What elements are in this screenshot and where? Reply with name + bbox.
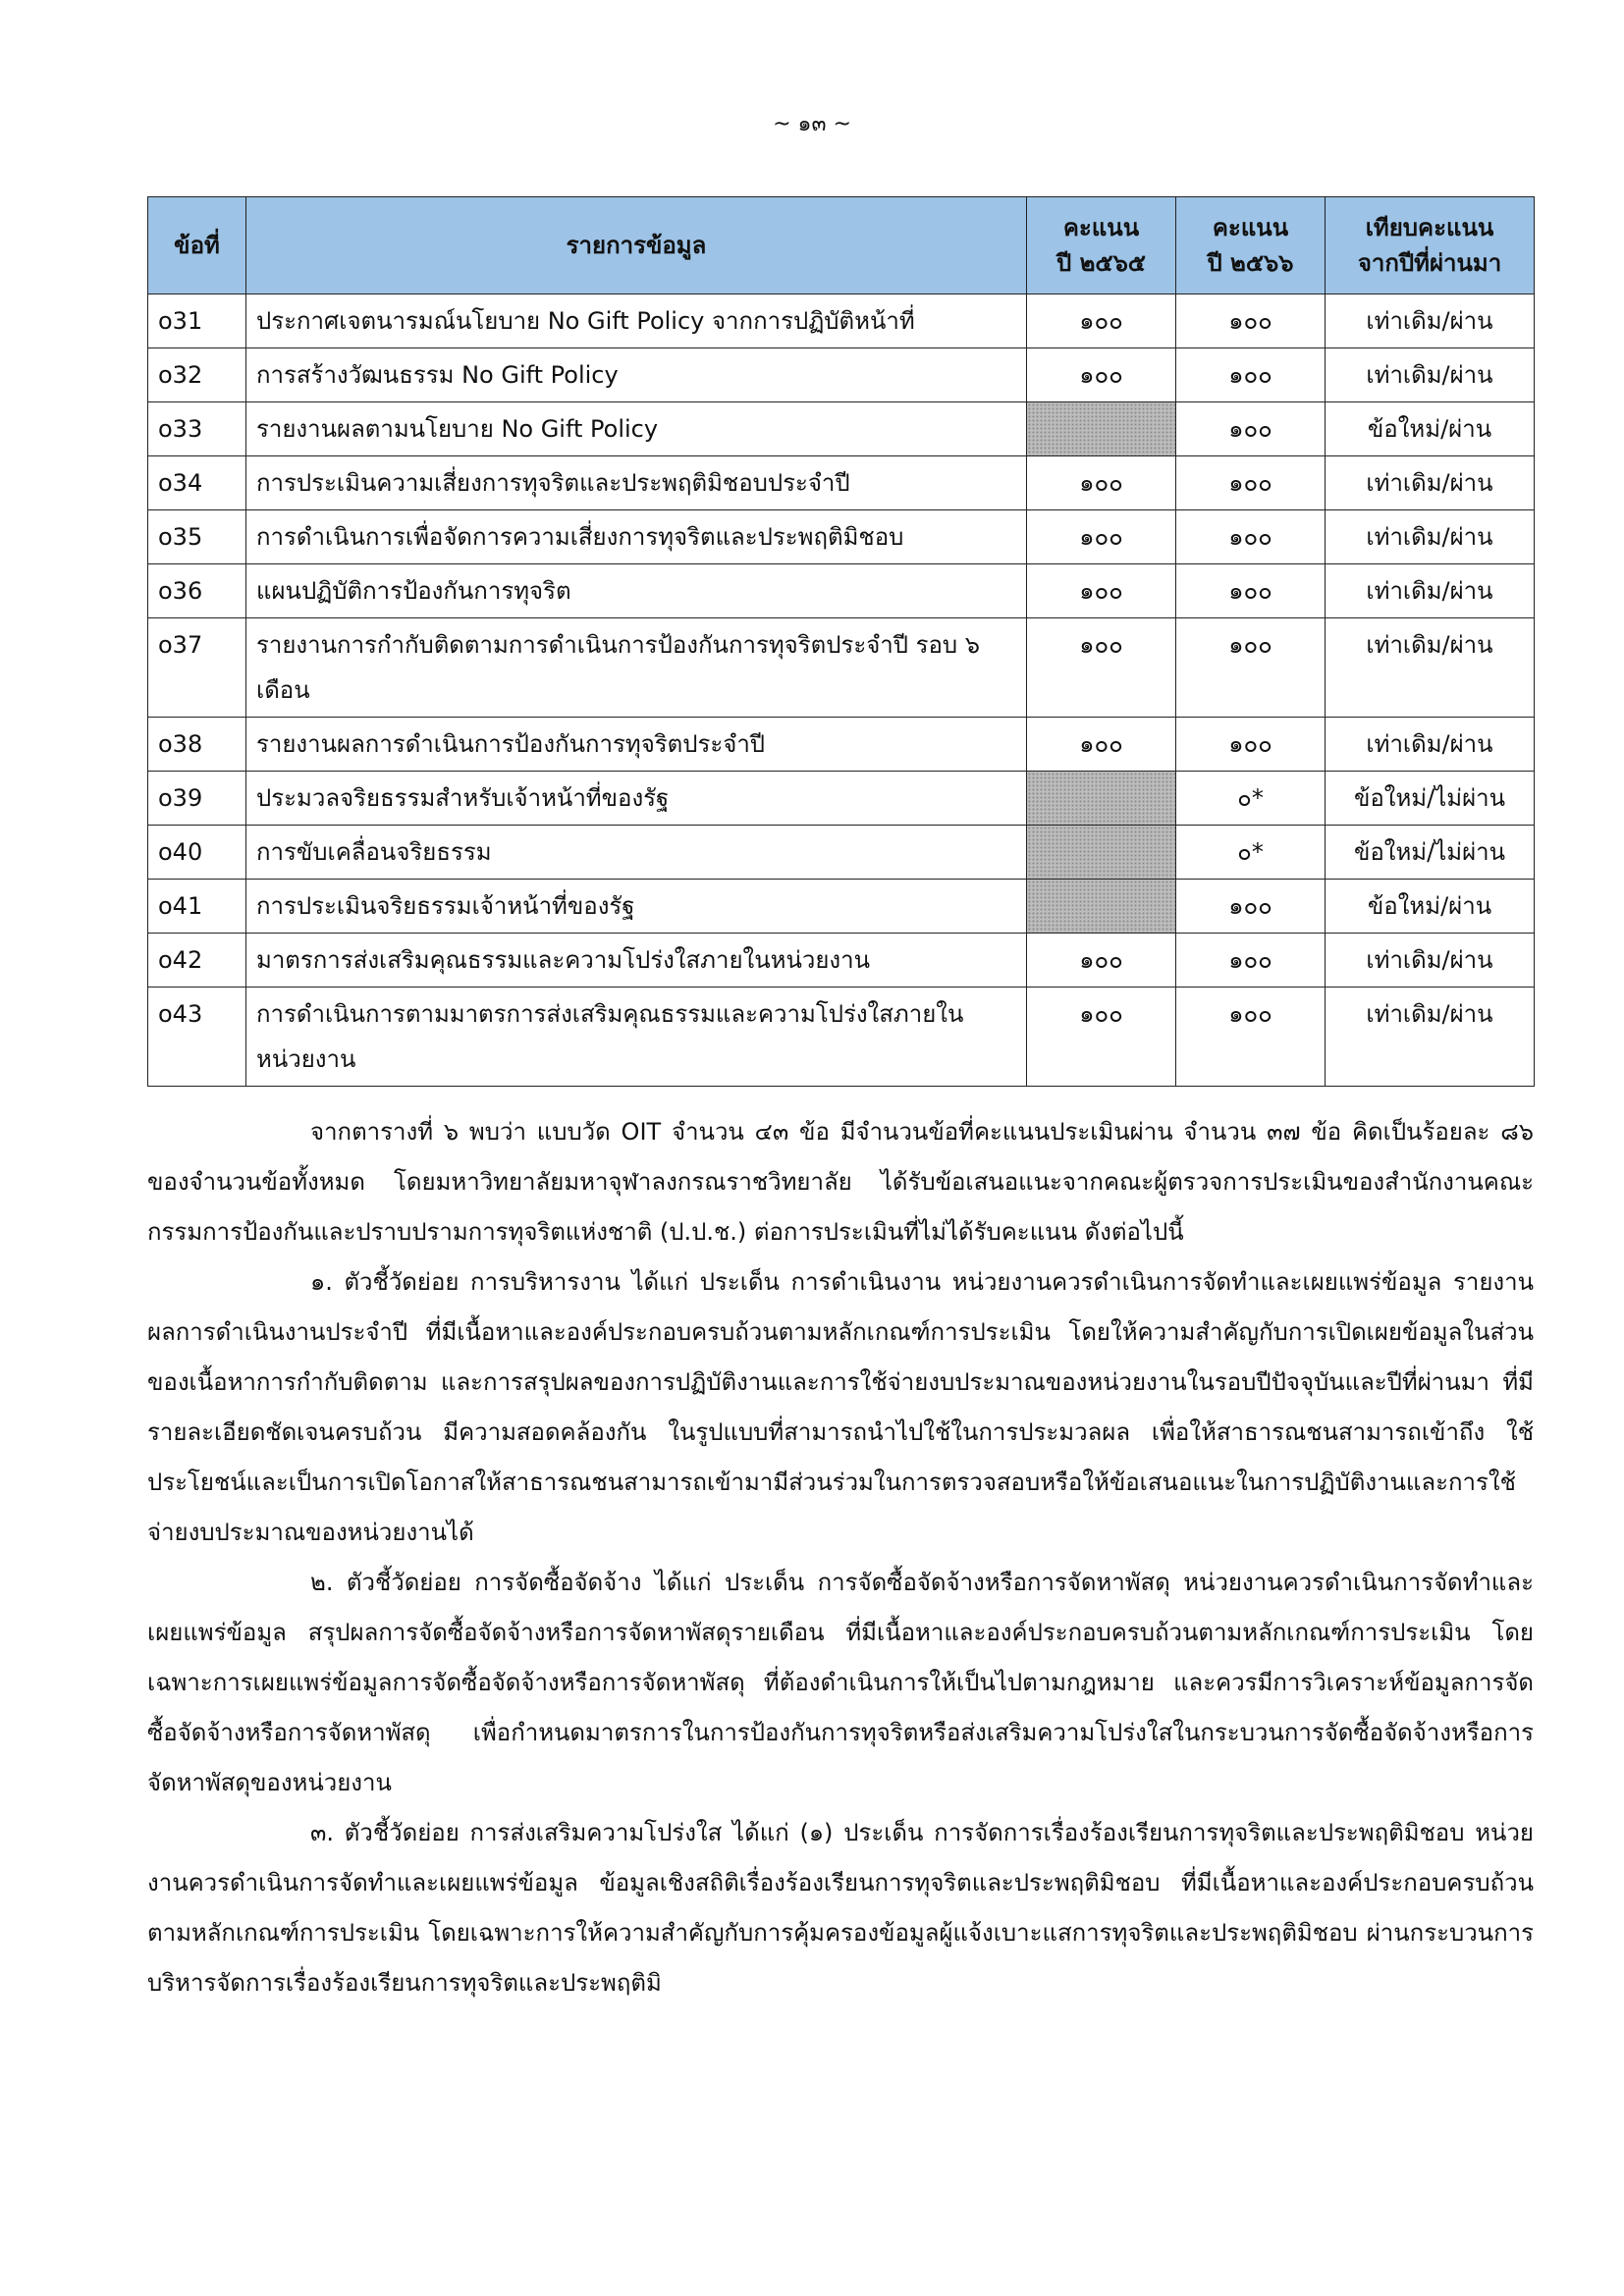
cell-code: o39 (148, 772, 246, 826)
cell-compare: เท่าเดิม/ผ่าน (1326, 294, 1535, 348)
cell-item: ประมวลจริยธรรมสำหรับเจ้าหน้าที่ของรัฐ (246, 772, 1027, 826)
cell-compare: เท่าเดิม/ผ่าน (1326, 988, 1535, 1087)
table-row (148, 348, 1535, 402)
table-row (148, 988, 1535, 1087)
table-row (148, 510, 1535, 564)
cell-score-2566: ๑๐๐ (1176, 456, 1326, 510)
cell-compare: เท่าเดิม/ผ่าน (1326, 348, 1535, 402)
header-score-2566-line2: ปี ๒๕๖๖ (1207, 249, 1294, 277)
cell-code: o33 (148, 402, 246, 456)
table-body (148, 294, 1535, 1087)
header-compare-line1: เทียบคะแนน (1365, 214, 1494, 241)
table-row (148, 718, 1535, 772)
cell-score-2565: ๑๐๐ (1027, 510, 1176, 564)
cell-code: o41 (148, 880, 246, 934)
header-score-2565-line2: ปี ๒๕๖๕ (1056, 249, 1146, 277)
cell-item: การประเมินความเสี่ยงการทุจริตและประพฤติมิชอบประจำปี (246, 456, 1027, 510)
page-number: ~ ๑๓ ~ (773, 112, 851, 136)
cell-score-2566: ๑๐๐ (1176, 294, 1326, 348)
cell-score-2566: ๑๐๐ (1176, 718, 1326, 772)
cell-code: o43 (148, 988, 246, 1087)
table-row (148, 826, 1535, 880)
table-row (148, 772, 1535, 826)
header-compare (1326, 197, 1535, 294)
cell-score-2566: ๑๐๐ (1176, 934, 1326, 988)
cell-score-2566: ๐* (1176, 826, 1326, 880)
cell-score-2565: ๑๐๐ (1027, 988, 1176, 1087)
paragraph-item-1: ๑. ตัวชี้วัดย่อย การบริหารงาน ได้แก่ ประเด็น การดำเนินงาน หน่วยงานควรดำเนินการจัดทำและเผยแพร่ข้อมูล รายงานผลการดำเนินงานประจำปี ที่มีเนื้อหาและองค์ประกอบครบถ้วนตามหลักเกณฑ์การประเมิน โดยให้ความสำคัญกับการเปิดเผยข้อมูลในส่วนของเนื้อหาการกำกับติดตาม และการสรุปผลของการปฏิบัติงานและการใช้จ่ายงบประมาณของหน่วยงานในรอบปีปัจจุบันและปีที่ผ่านมา ที่มีรายละเอียดชัดเจนครบถ้วน มีความสอดคล้องกัน ในรูปแบบที่สามารถนำไปใช้ในการประมวลผล เพื่อให้สาธารณชนสามารถเข้าถึง ใช้ประโยชน์และเป็นการเปิดโอกาสให้สาธารณชนสามารถเข้ามามีส่วนร่วมในการตรวจสอบหรือให้ข้อเสนอแนะในการปฏิบัติงานและการใช้จ่ายงบประมาณของหน่วยงานได้ (147, 1268, 1534, 1546)
cell-score-2565: ๑๐๐ (1027, 934, 1176, 988)
cell-item: รายงานผลการดำเนินการป้องกันการทุจริตประจำปี (246, 718, 1027, 772)
cell-item: มาตรการส่งเสริมคุณธรรมและความโปร่งใสภายในหน่วยงาน (246, 934, 1027, 988)
cell-compare: เท่าเดิม/ผ่าน (1326, 510, 1535, 564)
cell-code: o35 (148, 510, 246, 564)
table-row (148, 880, 1535, 934)
cell-compare: เท่าเดิม/ผ่าน (1326, 456, 1535, 510)
cell-code: o32 (148, 348, 246, 402)
cell-compare: เท่าเดิม/ผ่าน (1326, 618, 1535, 718)
cell-item: แผนปฏิบัติการป้องกันการทุจริต (246, 564, 1027, 618)
paragraph-item-3: ๓. ตัวชี้วัดย่อย การส่งเสริมความโปร่งใส ได้แก่ (๑) ประเด็น การจัดการเรื่องร้องเรียนการทุจริตและประพฤติมิชอบ หน่วยงานควรดำเนินการจัดทำและเผยแพร่ข้อมูล ข้อมูลเชิงสถิติเรื่องร้องเรียนการทุจริตและประพฤติมิชอบ ที่มีเนื้อหาและองค์ประกอบครบถ้วนตามหลักเกณฑ์การประเมิน โดยเฉพาะการให้ความสำคัญกับการคุ้มครองข้อมูลผู้แจ้งเบาะแสการทุจริตและประพฤติมิชอบ ผ่านกระบวนการบริหารจัดการเรื่องร้องเรียนการทุจริตและประพฤติมิ (147, 1819, 1534, 1997)
cell-score-2566: ๑๐๐ (1176, 510, 1326, 564)
cell-score-2565 (1027, 880, 1176, 934)
cell-code: o31 (148, 294, 246, 348)
cell-score-2565 (1027, 826, 1176, 880)
header-compare-line2: จากปีที่ผ่านมา (1357, 249, 1502, 277)
cell-score-2565: ๑๐๐ (1027, 718, 1176, 772)
table-row (148, 402, 1535, 456)
header-score-2566-line1: คะแนน (1212, 214, 1289, 241)
table-row (148, 456, 1535, 510)
cell-score-2566: ๑๐๐ (1176, 880, 1326, 934)
cell-compare: ข้อใหม่/ไม่ผ่าน (1326, 826, 1535, 880)
cell-score-2565 (1027, 772, 1176, 826)
cell-compare: ข้อใหม่/ไม่ผ่าน (1326, 772, 1535, 826)
cell-compare: เท่าเดิม/ผ่าน (1326, 564, 1535, 618)
header-score-2566 (1176, 197, 1326, 294)
cell-item: การสร้างวัฒนธรรม No Gift Policy (246, 348, 1027, 402)
cell-score-2565: ๑๐๐ (1027, 348, 1176, 402)
cell-item: การดำเนินการเพื่อจัดการความเสี่ยงการทุจริตและประพฤติมิชอบ (246, 510, 1027, 564)
cell-item: การดำเนินการตามมาตรการส่งเสริมคุณธรรมและความโปร่งใสภายในหน่วยงาน (246, 988, 1027, 1087)
cell-code: o38 (148, 718, 246, 772)
header-code: ข้อที่ (148, 197, 246, 294)
cell-code: o37 (148, 618, 246, 718)
cell-compare: เท่าเดิม/ผ่าน (1326, 718, 1535, 772)
cell-score-2565: ๑๐๐ (1027, 618, 1176, 718)
cell-compare: ข้อใหม่/ผ่าน (1326, 402, 1535, 456)
cell-score-2566: ๑๐๐ (1176, 988, 1326, 1087)
cell-item: การขับเคลื่อนจริยธรรม (246, 826, 1027, 880)
cell-item: การประเมินจริยธรรมเจ้าหน้าที่ของรัฐ (246, 880, 1027, 934)
cell-item: ประกาศเจตนารมณ์นโยบาย No Gift Policy จากการปฏิบัติหน้าที่ (246, 294, 1027, 348)
body-text (147, 1107, 1534, 2008)
cell-score-2566: ๑๐๐ (1176, 618, 1326, 718)
table-row (148, 618, 1535, 718)
cell-score-2566: ๑๐๐ (1176, 348, 1326, 402)
cell-compare: ข้อใหม่/ผ่าน (1326, 880, 1535, 934)
cell-score-2565: ๑๐๐ (1027, 294, 1176, 348)
paragraph-item-2: ๒. ตัวชี้วัดย่อย การจัดซื้อจัดจ้าง ได้แก่ ประเด็น การจัดซื้อจัดจ้างหรือการจัดหาพัสดุ หน่วยงานควรดำเนินการจัดทำและเผยแพร่ข้อมูล สรุปผลการจัดซื้อจัดจ้างหรือการจัดหาพัสดุรายเดือน ที่มีเนื้อหาและองค์ประกอบครบถ้วนตามหลักเกณฑ์การประเมิน โดยเฉพาะการเผยแพร่ข้อมูลการจัดซื้อจัดจ้างหรือการจัดหาพัสดุ ที่ต้องดำเนินการให้เป็นไปตามกฎหมาย และควรมีการวิเคราะห์ข้อมูลการจัดซื้อจัดจ้างหรือการจัดหาพัสดุ เพื่อกำหนดมาตรการในการป้องกันการทุจริตหรือส่งเสริมความโปร่งใสในกระบวนการจัดซื้อจัดจ้างหรือการจัดหาพัสดุของหน่วยงาน (147, 1569, 1534, 1796)
cell-item: รายงานผลตามนโยบาย No Gift Policy (246, 402, 1027, 456)
header-item: รายการข้อมูล (246, 197, 1027, 294)
cell-score-2565: ๑๐๐ (1027, 456, 1176, 510)
cell-score-2565: ๑๐๐ (1027, 564, 1176, 618)
cell-score-2565 (1027, 402, 1176, 456)
header-score-2565 (1027, 197, 1176, 294)
cell-code: o42 (148, 934, 246, 988)
table-header-row (148, 197, 1535, 294)
cell-compare: เท่าเดิม/ผ่าน (1326, 934, 1535, 988)
header-score-2565-line1: คะแนน (1062, 214, 1140, 241)
table-row (148, 294, 1535, 348)
table-row (148, 934, 1535, 988)
cell-code: o36 (148, 564, 246, 618)
assessment-table (147, 196, 1535, 1087)
cell-score-2566: ๑๐๐ (1176, 564, 1326, 618)
cell-code: o34 (148, 456, 246, 510)
table-row (148, 564, 1535, 618)
cell-score-2566: ๐* (1176, 772, 1326, 826)
cell-code: o40 (148, 826, 246, 880)
paragraph-summary: จากตารางที่ ๖ พบว่า แบบวัด OIT จำนวน ๔๓ ข้อ มีจำนวนข้อที่คะแนนประเมินผ่าน จำนวน ๓๗ ข้อ คิดเป็นร้อยละ ๘๖ ของจำนวนข้อทั้งหมด โดยมหาวิทยาลัยมหาจุฬาลงกรณราชวิทยาลัย ได้รับข้อเสนอแนะจากคณะผู้ตรวจการประเมินของสำนักงานคณะกรรมการป้องกันและปราบปรามการทุจริตแห่งชาติ (ป.ป.ช.) ต่อการประเมินที่ไม่ได้รับคะแนน ดังต่อไปนี้ (147, 1118, 1534, 1246)
cell-score-2566: ๑๐๐ (1176, 402, 1326, 456)
cell-item: รายงานการกำกับติดตามการดำเนินการป้องกันการทุจริตประจำปี รอบ ๖ เดือน (246, 618, 1027, 718)
